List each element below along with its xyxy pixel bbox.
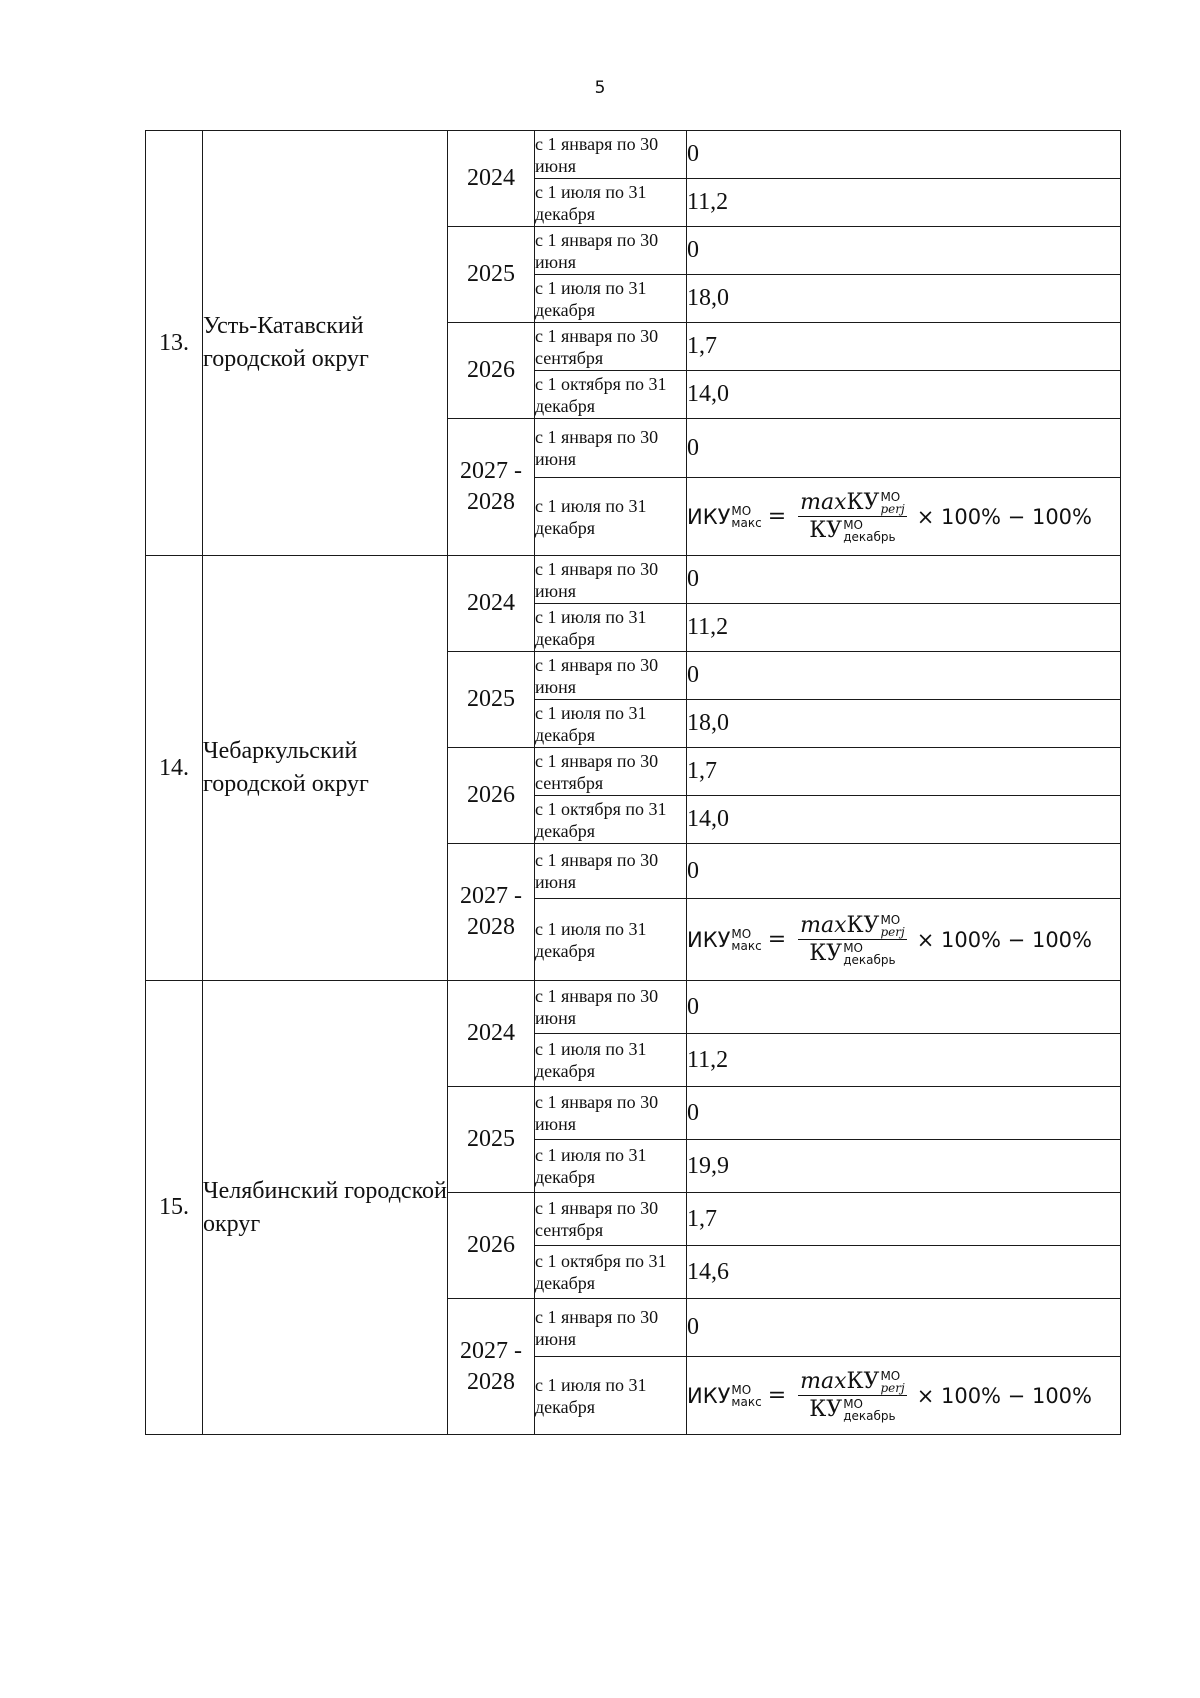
period-cell: с 1 января по 30 июня — [535, 1087, 687, 1140]
formula-den-sup: МО — [843, 940, 863, 955]
period-cell: с 1 июля по 31 декабря — [535, 275, 687, 323]
year-cell: 2027 - 2028 — [448, 844, 535, 981]
formula-num-sub: perj — [880, 501, 905, 516]
formula-tail: × 100% − 100% — [916, 927, 1092, 952]
formula-denominator — [809, 1396, 895, 1422]
formula-num-main: КУ — [846, 913, 880, 938]
value-cell: 0 — [687, 652, 1121, 700]
formula-lhs: ИКУ — [687, 927, 731, 952]
formula-equals: = — [767, 927, 787, 952]
formula-lhs-sub: макс — [731, 1394, 762, 1409]
period-cell: с 1 июля по 31 декабря — [535, 478, 687, 556]
formula-lhs-sub: макс — [731, 938, 762, 953]
formula-lhs-indices — [731, 928, 761, 952]
formula-den-main: КУ — [809, 1397, 843, 1422]
period-cell: с 1 июля по 31 декабря — [535, 1034, 687, 1087]
year-cell: 2025 — [448, 1087, 535, 1193]
formula-num-indices — [880, 491, 904, 515]
formula-den-sub: декабрь — [843, 529, 896, 544]
value-cell: 14,0 — [687, 796, 1121, 844]
value-cell: 18,0 — [687, 700, 1121, 748]
formula-den-sub: декабрь — [843, 952, 896, 967]
formula-denominator — [809, 940, 895, 966]
formula-lhs-sup: МО — [731, 926, 752, 941]
municipality-name: Челябинский городской округ — [203, 981, 448, 1435]
value-formula-cell — [687, 1357, 1121, 1435]
year-cell: 2024 — [448, 556, 535, 652]
formula-numerator — [798, 913, 907, 940]
municipality-name: Чебаркульский городской округ — [203, 556, 448, 981]
formula-den-sup: МО — [843, 517, 863, 532]
period-cell: с 1 октября по 31 декабря — [535, 371, 687, 419]
formula-fraction — [798, 1369, 907, 1422]
period-cell: с 1 января по 30 июня — [535, 419, 687, 478]
value-formula-cell — [687, 478, 1121, 556]
formula — [687, 1369, 1120, 1422]
value-cell: 0 — [687, 981, 1121, 1034]
table-row — [146, 131, 1121, 179]
period-cell: с 1 января по 30 июня — [535, 1299, 687, 1357]
year-cell: 2025 — [448, 227, 535, 323]
formula-den-sub: декабрь — [843, 1408, 896, 1423]
period-cell: с 1 января по 30 июня — [535, 844, 687, 899]
period-cell: с 1 января по 30 июня — [535, 131, 687, 179]
formula-num-main: КУ — [846, 1369, 880, 1394]
value-cell: 19,9 — [687, 1140, 1121, 1193]
formula-num-sup: МО — [880, 489, 901, 504]
value-cell: 14,0 — [687, 371, 1121, 419]
formula-fraction — [798, 913, 907, 966]
formula-num-prefix: max — [800, 490, 847, 515]
value-cell: 1,7 — [687, 323, 1121, 371]
year-cell: 2026 — [448, 323, 535, 419]
year-cell: 2027 - 2028 — [448, 419, 535, 556]
period-cell: с 1 октября по 31 декабря — [535, 1246, 687, 1299]
year-cell: 2026 — [448, 1193, 535, 1299]
period-cell: с 1 января по 30 июня — [535, 652, 687, 700]
value-cell: 0 — [687, 131, 1121, 179]
period-cell: с 1 июля по 31 декабря — [535, 604, 687, 652]
value-cell: 14,6 — [687, 1246, 1121, 1299]
formula-numerator — [798, 490, 907, 517]
row-number: 13. — [146, 131, 203, 556]
period-cell: с 1 июля по 31 декабря — [535, 179, 687, 227]
formula-num-main: КУ — [846, 490, 880, 515]
formula-num-sup: МО — [880, 912, 901, 927]
value-formula-cell — [687, 899, 1121, 981]
formula-den-main: КУ — [809, 518, 843, 543]
value-cell: 1,7 — [687, 748, 1121, 796]
formula-num-prefix: max — [800, 913, 847, 938]
period-cell: с 1 января по 30 сентября — [535, 748, 687, 796]
formula-lhs: ИКУ — [687, 504, 731, 529]
row-number: 15. — [146, 981, 203, 1435]
formula-num-indices — [880, 1370, 904, 1394]
formula-den-sup: МО — [843, 1396, 863, 1411]
formula-num-sup: МО — [880, 1368, 901, 1383]
formula-fraction — [798, 490, 907, 543]
formula-lhs-sup: МО — [731, 1382, 752, 1397]
value-cell: 0 — [687, 1087, 1121, 1140]
value-cell: 1,7 — [687, 1193, 1121, 1246]
formula — [687, 490, 1120, 543]
value-cell: 0 — [687, 419, 1121, 478]
year-cell: 2024 — [448, 131, 535, 227]
value-cell: 11,2 — [687, 1034, 1121, 1087]
period-cell: с 1 октября по 31 декабря — [535, 796, 687, 844]
formula-den-indices — [843, 942, 895, 966]
period-cell: с 1 января по 30 июня — [535, 556, 687, 604]
value-cell: 0 — [687, 1299, 1121, 1357]
row-number: 14. — [146, 556, 203, 981]
formula — [687, 913, 1120, 966]
value-cell: 0 — [687, 844, 1121, 899]
value-cell: 0 — [687, 227, 1121, 275]
table-row — [146, 556, 1121, 604]
formula-denominator — [809, 517, 895, 543]
page-number: 5 — [594, 78, 606, 98]
value-cell: 11,2 — [687, 604, 1121, 652]
period-cell: с 1 июля по 31 декабря — [535, 1140, 687, 1193]
formula-lhs-sub: макс — [731, 515, 762, 530]
formula-tail: × 100% − 100% — [916, 504, 1092, 529]
formula-equals: = — [767, 504, 787, 529]
year-cell: 2026 — [448, 748, 535, 844]
period-cell: с 1 января по 30 сентября — [535, 1193, 687, 1246]
formula-num-indices — [880, 914, 904, 938]
coefficients-table — [145, 130, 1121, 1435]
year-cell: 2027 - 2028 — [448, 1299, 535, 1435]
period-cell: с 1 июля по 31 декабря — [535, 700, 687, 748]
value-cell: 0 — [687, 556, 1121, 604]
formula-num-sub: perj — [880, 924, 905, 939]
formula-den-main: КУ — [809, 941, 843, 966]
value-cell: 18,0 — [687, 275, 1121, 323]
year-cell: 2024 — [448, 981, 535, 1087]
formula-lhs-indices — [731, 505, 761, 529]
formula-num-sub: perj — [880, 1380, 905, 1395]
period-cell: с 1 июля по 31 декабря — [535, 899, 687, 981]
formula-lhs-sup: МО — [731, 503, 752, 518]
period-cell: с 1 января по 30 июня — [535, 981, 687, 1034]
period-cell: с 1 января по 30 сентября — [535, 323, 687, 371]
period-cell: с 1 июля по 31 декабря — [535, 1357, 687, 1435]
period-cell: с 1 января по 30 июня — [535, 227, 687, 275]
formula-numerator — [798, 1369, 907, 1396]
formula-tail: × 100% − 100% — [916, 1383, 1092, 1408]
table-row — [146, 981, 1121, 1034]
municipality-name: Усть-Катавский городской округ — [203, 131, 448, 556]
formula-den-indices — [843, 1398, 895, 1422]
formula-equals: = — [767, 1383, 787, 1408]
formula-den-indices — [843, 519, 895, 543]
formula-lhs-indices — [731, 1384, 761, 1408]
formula-num-prefix: max — [800, 1369, 847, 1394]
year-cell: 2025 — [448, 652, 535, 748]
formula-lhs: ИКУ — [687, 1383, 731, 1408]
value-cell: 11,2 — [687, 179, 1121, 227]
